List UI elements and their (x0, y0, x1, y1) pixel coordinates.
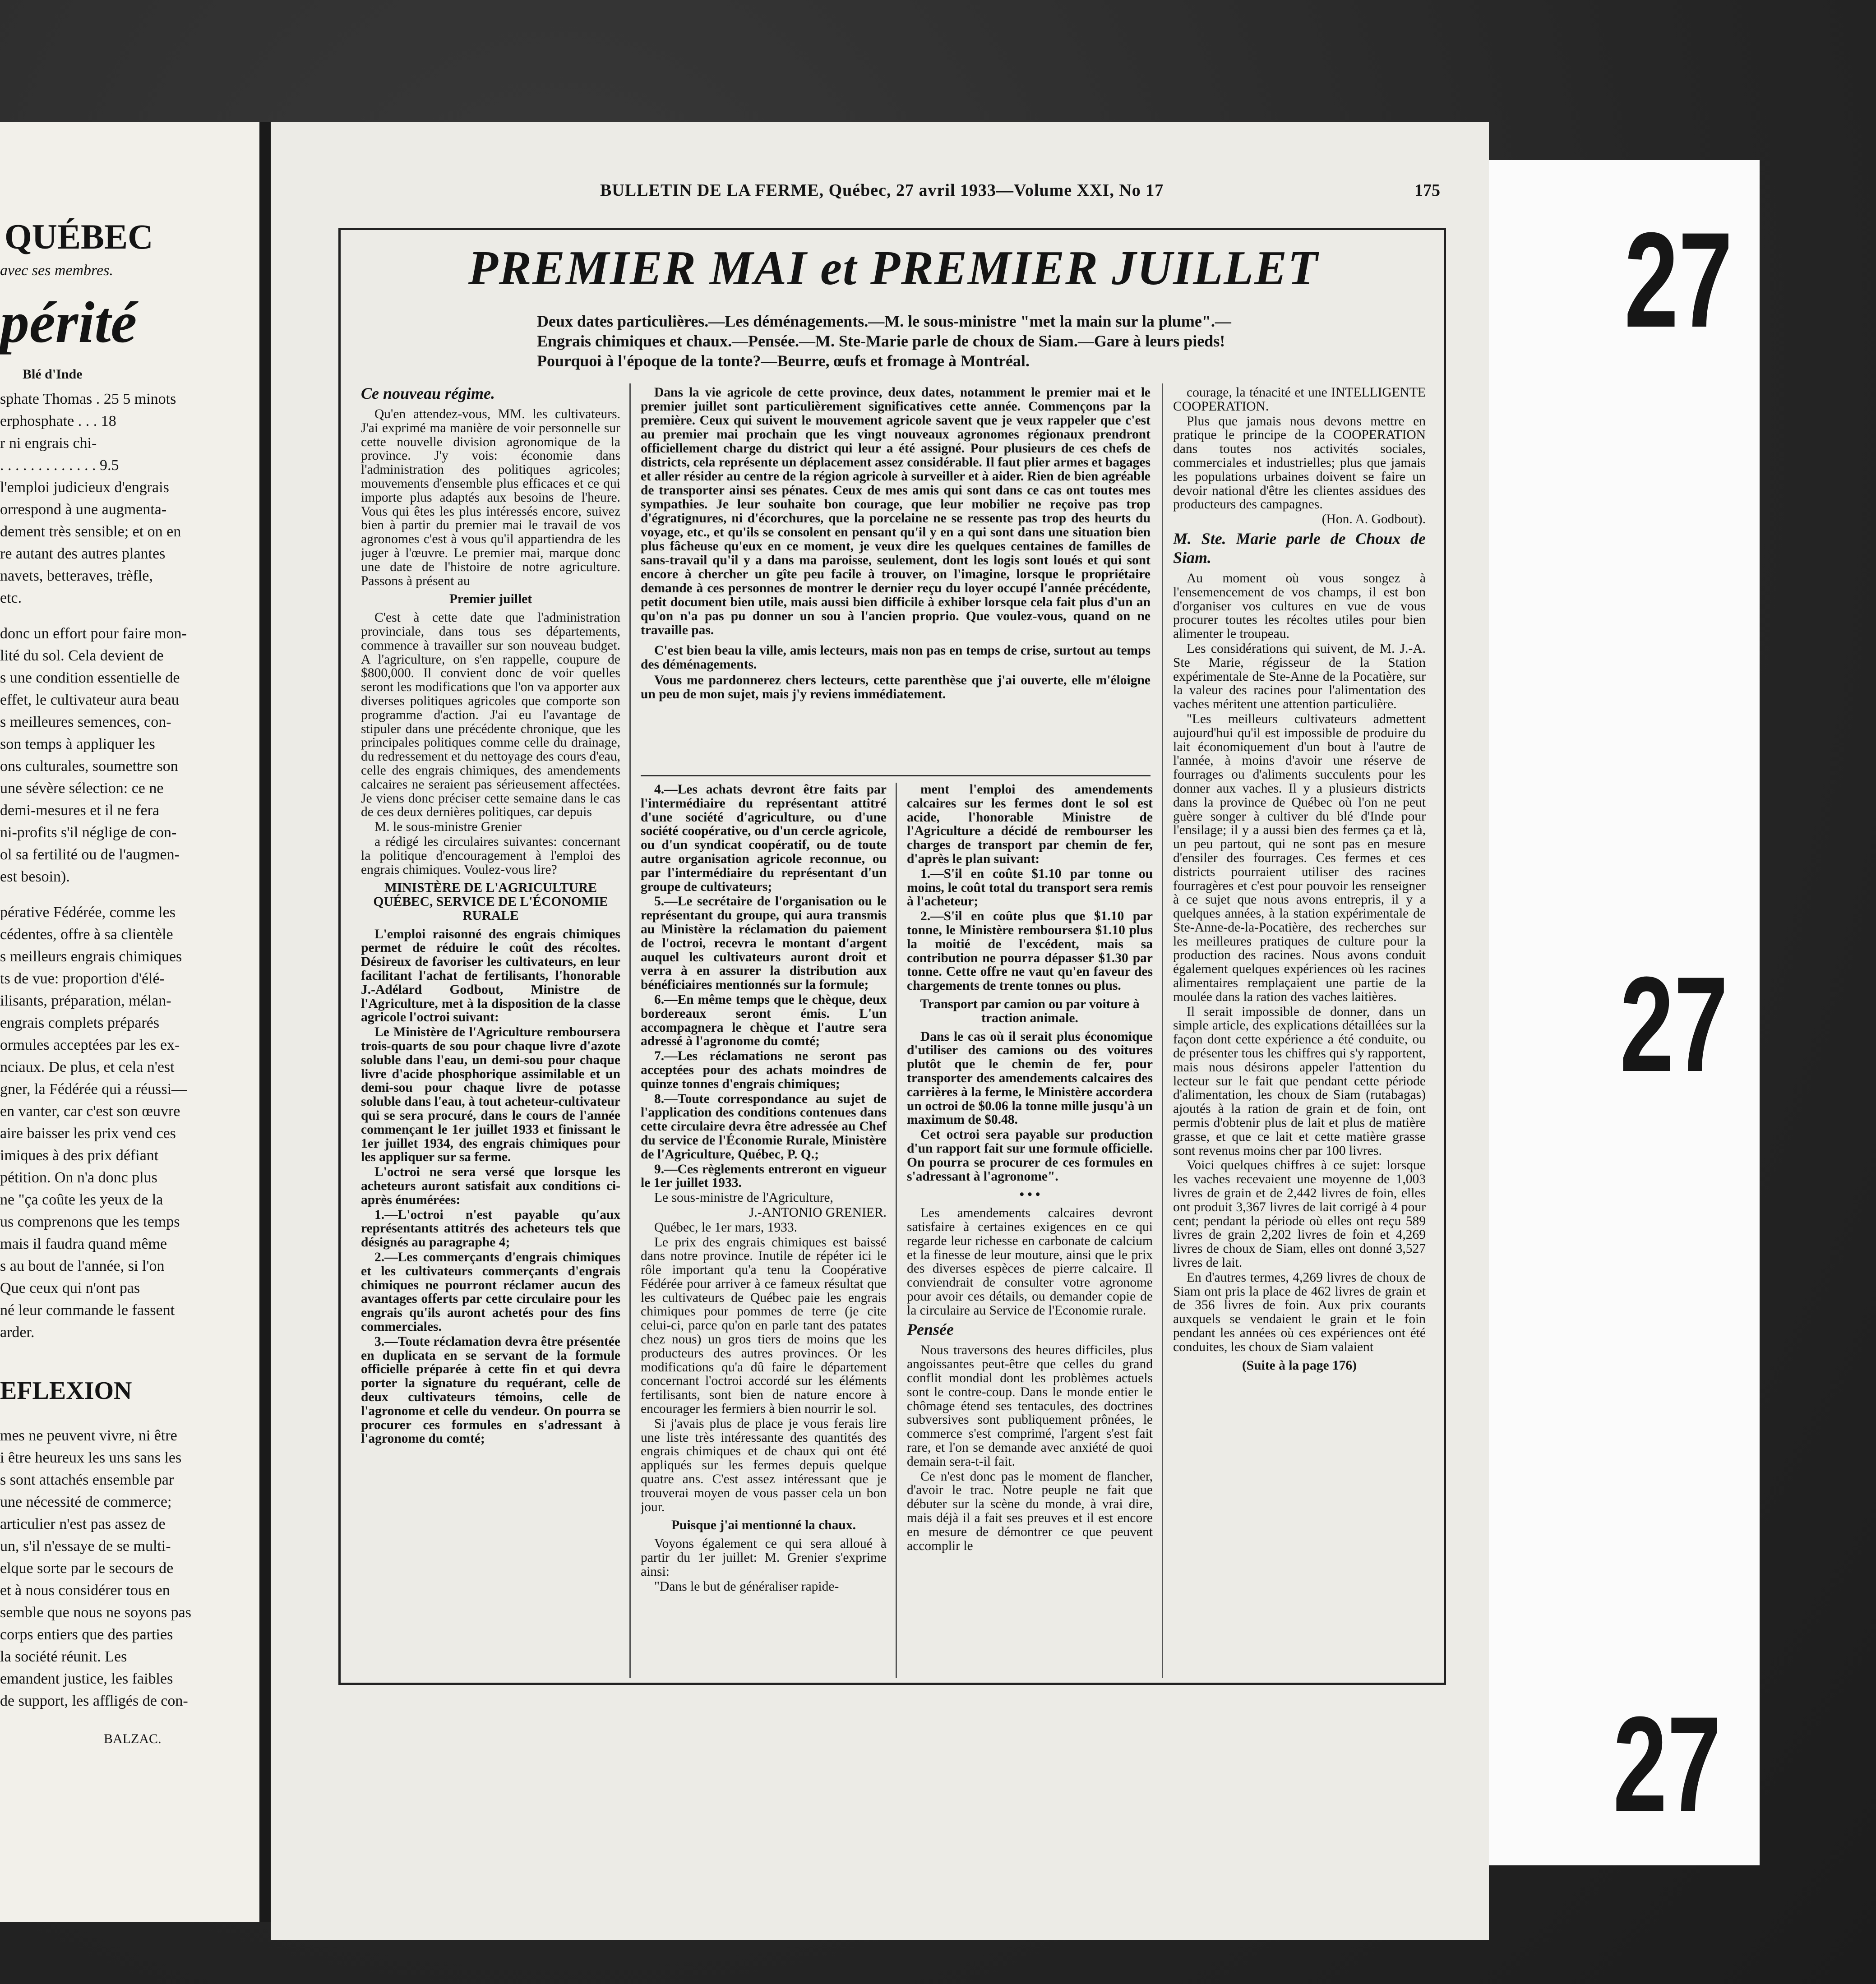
left-page-line: s meilleurs engrais chimiques (0, 948, 182, 965)
left-page-line: de support, les affligés de con- (0, 1693, 188, 1709)
left-page-line: i être heureux les uns sans les (0, 1449, 182, 1466)
paragraph: courage, la ténacité et une INTELLIGENTE COOPERATION. (1173, 386, 1426, 414)
left-page-line: arder. (0, 1324, 35, 1341)
left-page-line: en vanter, car c'est son œuvre (0, 1103, 180, 1120)
subheading: Premier juillet (449, 592, 532, 607)
paragraph: Le prix des engrais chimiques est baissé dans notre province. Inutile de répéter ici le rôle important qu'a tenu la Coopérative Fédérée pour arriver à ce fameux résultat que les cultivateurs de Québec paie les engrais chimiques pour pommes de terre (je cite celui-ci, parce qu'on en parle tant des patates chez nous) un gros tiers de moins que les producteurs des autres provinces. Or les modifications qu'a dû faire le département concernant l'octroi accordé sur les éléments fertilisants, sont bien de nature encore à encourager les fermiers à bien nourrir le sol. (641, 1235, 887, 1416)
subheading: (Suite à la page 176) (1242, 1358, 1357, 1373)
left-page-line: l'emploi judicieux d'engrais (0, 479, 169, 496)
left-page-line: orrespond à une augmenta- (0, 501, 167, 518)
paragraph: En d'autres termes, 4,269 livres de choux de Siam ont pris la place de 462 livres de grain et de 356 livres de foin. Aux prix courants auxquels se vendaient le grain et le foin pendant les années où ces expériences ont été conduites, les choux de Siam valaient (1173, 1270, 1426, 1354)
column-2 (641, 783, 887, 1680)
bold-paragraph: 3.—Toute réclamation devra être présentée en duplicata en se servant de la formule officielle préparée à cette fin et qui devra porter la signature du requérant, celle de deux cultivateurs témoins, celle de l'agronome et celle du vendeur. On pourra se procurer ces formules en s'adressant à l'agronome du comté; (361, 1334, 620, 1446)
paragraph: C'est à cette date que l'administration provinciale, dans tous ses départements, commence à travailler sur son nouveau budget. A l'agriculture, on s'en rappelle, coupure de $800,000. Il convient donc de voir quelles seront les modifications que l'on va apporter aux diverses politiques agricoles que comporte son programme d'action. J'ai eu l'avantage de stipuler dans une précédente chronique, que les principales politiques comme celle du drainage, du redressement et du nettoyage des cours d'eau, celle des engrais chimiques, des amendements calcaires ne seraient pas sérieusement affectées. Je viens donc préciser cette semaine dans le cas de ces deux dernières politiques, car depuis (361, 610, 620, 820)
paragraph: Les amendements calcaires devront satisfaire à certaines exigences en ce qui regarde leur richesse en carbonate de calcium et la finesse de leur mouture, ainsi que le prix des diverses espèces de pierre calcaire. Il conviendrait de consulter votre agronome pour avoir ces détails, ou demander copie de la circulaire au Service de l'Economie rurale. (907, 1206, 1153, 1318)
bold-paragraph: Le Ministère de l'Agriculture remboursera trois-quarts de sou pour chaque livre d'azote soluble dans l'eau, un demi-sou pour chaque livre d'acide phosphorique assimilable et un demi-sou pour chaque livre de potasse soluble dans l'eau, à tout acheteur-cultivateur qui se sera procuré, dans le cours de l'année commençant le 1er juillet 1933 et finissant le 1er juillet 1934, des engrais chimiques pour les appliquer sur sa ferme. (361, 1025, 620, 1165)
column-rule-2 (896, 783, 897, 1678)
section-heading: M. Ste. Marie parle de Choux de Siam. (1173, 529, 1426, 567)
column-rule-3 (1162, 383, 1163, 1678)
bold-paragraph: Cet octroi sera payable sur production d'un rapport fait sur une formule officielle. On pourra se procurer de ces formules en s'adressant à l'agronome". (907, 1127, 1153, 1184)
left-page-line: gner, la Fédérée qui a réussi— (0, 1081, 187, 1098)
left-page-fragment (0, 122, 259, 1922)
left-page-line: aire baisser les prix vend ces (0, 1125, 176, 1142)
column-4 (1173, 386, 1426, 1680)
paragraph: "Les meilleurs cultivateurs admettent aujourd'hui qu'il est impossible de produire du lait économiquement d'un bout à l'autre de l'année, à moins d'avoir une réserve de fourrages ou d'aliments succulents pour les donner aux vaches. Il y a plusieurs districts dans la province de Québec où l'on ne peut guère songer à cultiver du blé d'Inde pour l'ensilage; il y a aussi bien des fermes ça et là, un peu partout, qui ne sont pas en mesure d'ensiler des fourrages. Ces fermes et ces districts pourraient utiliser des racines fourragères et c'est pour pouvoir les renseigner à ce sujet que nous avons entrepris, il y a quelques années, à la station expérimentale de Ste-Anne-de-la-Pocatière, des recherches sur les meilleures pratiques de culture pour la production des racines. Nous avons conduit également quelques expériences où les racines alimentaires remplaçaient une partie de la moulée dans la ration des vaches laitières. (1173, 711, 1426, 1004)
left-page-line: mais il faudra quand même (0, 1236, 167, 1252)
bold-paragraph: Dans le cas où il serait plus économique d'utiliser des camions ou des voitures plutôt que le chemin de fer, pour transporter des amendements calcaires des carrières à la ferme, le Ministère accordera un octroi de $0.06 la tonne mille jusqu'à un maximum de $0.48. (907, 1029, 1153, 1127)
section-heading: Ce nouveau régime. (361, 384, 495, 402)
left-page-line: imiques à des prix défiant (0, 1147, 159, 1164)
left-page-line: Que ceux qui n'ont pas (0, 1280, 140, 1297)
left-page-line: s sont attachés ensemble par (0, 1472, 174, 1488)
subheading: Puisque j'ai mentionné la chaux. (671, 1518, 856, 1533)
left-page-line: effet, le cultivateur aura beau (0, 692, 179, 708)
bold-paragraph: 2.—Les commerçants d'engrais chimiques et les cultivateurs commerçants d'engrais chimiques ne pourront réclamer aucun des avantages offerts par cette circulaire pour les engrais qu'ils auront achetés pour des fins commerciales. (361, 1250, 620, 1334)
left-page-line: Blé d'Inde (23, 367, 83, 382)
paragraph: Voyons également ce qui sera alloué à partir du 1er juillet: M. Grenier s'exprime ainsi: (641, 1536, 887, 1579)
subheading: • • • (1019, 1187, 1040, 1202)
left-page-line: un, s'il n'essaye de se multi- (0, 1538, 171, 1555)
left-page-line: EFLEXION (0, 1377, 132, 1405)
intro-block (641, 386, 1151, 703)
paragraph: M. le sous-ministre Grenier (374, 820, 522, 835)
left-page-line: s une condition essentielle de (0, 669, 180, 686)
bold-paragraph: L'emploi raisonné des engrais chimiques permet de réduire le coût des récoltes. Désireux de favoriser les cultivateurs, en leur facilitant l'achat de fertilisants, l'honorable J.-Adélard Godbout, Ministre de l'Agriculture, met à la disposition de la classe agricole l'octroi suivant: (361, 927, 620, 1025)
left-page-line: semble que nous ne soyons pas (0, 1604, 192, 1621)
left-page-line: ons culturales, soumettre son (0, 758, 178, 775)
running-head: BULLETIN DE LA FERME, Québec, 27 avril 1933—Volume XXI, No 17 (600, 181, 1164, 200)
left-page-line: pétition. On n'a donc plus (0, 1169, 157, 1186)
left-page-line: s meilleures semences, con- (0, 714, 171, 730)
subheading: MINISTÈRE DE L'AGRICULTURE QUÉBEC, SERVICE DE L'ÉCONOMIE RURALE (373, 881, 608, 923)
bold-paragraph: ment l'emploi des amendements calcaires sur les fermes dont le sol est acide, l'honorable Ministre de l'Agriculture a décidé de rembourser les charges de transport par chemin de fer, d'après le plan suivant: (907, 783, 1153, 866)
left-page-line: erphosphate . . . 18 (0, 413, 116, 429)
left-page-line: une sévère sélection: ce ne (0, 780, 164, 797)
left-page-line: cédentes, offre à sa clientèle (0, 926, 173, 943)
left-page-line: la société réunit. Les (0, 1648, 127, 1665)
left-page-line: né leur commande le fassent (0, 1302, 175, 1319)
left-page-line: engrais complets préparés (0, 1015, 160, 1031)
left-page-line: demi-mesures et il ne fera (0, 802, 160, 819)
bold-paragraph: 6.—En même temps que le chèque, deux bordereaux seront émis. L'un accompagnera le chèque et l'autre sera adressé à l'agronome du comté; (641, 992, 887, 1049)
bold-paragraph: 4.—Les achats devront être faits par l'intermédiaire du représentant attitré d'une société d'agriculture, ou d'une société coopérative, ou d'un cercle agricole, ou d'un syndicat coopératif, ou de toute autre organisation agricole reconnue, ou par l'intermédiaire du représentant d'un groupe de cultivateurs; (641, 783, 887, 894)
bold-paragraph: 5.—Le secrétaire de l'organisation ou le représentant du groupe, qui aura transmis au Ministère la réclamation du paiement de l'octroi, recevra le montant d'argent auquel les cultivateurs auront droit et verra à en assurer la distribution aux bénéficiaires mentionnés sur la formule; (641, 894, 887, 992)
bold-paragraph: L'octroi ne sera versé que lorsque les acheteurs auront satisfait aux conditions ci-après énumérées: (361, 1165, 620, 1207)
bold-paragraph: 1.—L'octroi n'est payable qu'aux représentants attitrés des acheteurs tels que désignés au paragraphe 4; (361, 1207, 620, 1250)
left-page-line: ol sa fertilité ou de l'augmen- (0, 846, 180, 863)
left-page-line: re autant des autres plantes (0, 545, 166, 562)
article-subtitle: Deux dates particulières.—Les déménagements.—M. le sous-ministre "met la main sur la plume".—Engrais chimiques et chaux.—Pensée.—M. Ste-Marie parle de choux de Siam.—Gare à leurs pieds! Pourquoi à l'époque de la tonte?—Beurre, œufs et fromage à Montréal. (537, 312, 1231, 370)
left-page-line: pérative Fédérée, comme les (0, 904, 176, 921)
signature-line: J.-ANTONIO GRENIER. (749, 1205, 887, 1220)
paragraph: Les considérations qui suivent, de M. J.-A. Ste Marie, régisseur de la Station expérimentale de Ste-Anne de la Pocatière, sur la valeur des racines pour l'alimentation des vaches méritent une attention particulière. (1173, 641, 1426, 712)
paragraph: Ce n'est donc pas le moment de flancher, d'avoir le trac. Notre peuple ne fait que débuter sur la scène du monde, à vrai dire, mais déjà il a fait ses preuves et il est encore en mesure de démontrer ce que peuvent accomplir le (907, 1469, 1153, 1553)
paragraph: Le sous-ministre de l'Agriculture, (654, 1190, 833, 1205)
left-page-line: dement très sensible; et on en (0, 523, 181, 540)
left-page-line: périté (0, 290, 137, 355)
article-title: PREMIER MAI et PREMIER JUILLET (468, 241, 1319, 295)
paragraph: "Dans le but de généraliser rapide- (654, 1579, 839, 1594)
column-3 (907, 783, 1153, 1680)
left-page-line: donc un effort pour faire mon- (0, 625, 187, 642)
left-page-line: us comprenons que les temps (0, 1213, 180, 1230)
section-heading: Pensée (907, 1320, 954, 1339)
intro-paragraph: Dans la vie agricole de cette province, deux dates, notamment le premier mai et le premier juillet sont particulièrement significatives cette année. Commençons par la première. Ceux qui suivent le mouvement agricole savent que je veux rappeler que c'est au premier mai prochain que les vingt nouveaux agronomes régionaux prendront officiellement charge du district qui leur a été assigné. Pour plusieurs de ces chefs de districts, cela représente un déplacement assez considérable. Il faut plier armes et bagages et aller résider au centre de la région agricole à surveiller et à aider. Rien de bien agréable de transporter ainsi ses pénates. Ceux de mes amis qui sont dans ce cas ont toutes mes sympathies. Je leur souhaite bon courage, que leur mobilier ne reçoive pas trop d'égratignures, ni d'écorchures, que la porcelaine ne se ressente pas trop des heurts du voyage, etc., et qu'ils se consolent en pensant qu'il y en a qui sont dans une situation bien plus fâcheuse qu'eux en ce moment, je veux dire les quelques centaines de familles de sans-travail qu'il y a dans ma paroisse, seulement, dont les logis sont loués et qui sont encore à chercher un gîte peu facile à trouver, on l'imagine, lorsque le propriétaire demande à ces personnes de montrer le dernier reçu du loyer occupé l'année précédente, petit document bien utile, mais aussi bien difficile à exhiber lorsque cela fait plus d'un an qu'on n'a pas pu donner un sou à l'ancien proprio. Que voulez-vous, quand on ne travaille pas. (641, 385, 1151, 637)
left-page-line: corps entiers que des parties (0, 1626, 173, 1643)
paragraph: Il serait impossible de donner, dans un simple article, des explications détaillées sur la façon dont cette expérience a été conduite, ou de présenter tous les chiffres qui s'y rapportent, mais nous désirons appeler l'attention du lecteur sur le fait que pendant cette période d'alimentation, les choux de Siam (rutabagas) ajoutés à la ration de grain et de foin, ont permis d'obtenir plus de lait et plus de matière grasse, et que ce lait et cette matière grasse sont revenus moins cher par 100 livres. (1173, 1004, 1426, 1158)
left-page-line: une nécessité de commerce; (0, 1494, 172, 1510)
left-page-line: emandent justice, les faibles (0, 1670, 173, 1687)
left-page-line: ne "ça coûte les yeux de la (0, 1191, 163, 1208)
paragraph: Si j'avais plus de place je vous ferais lire une liste très intéressante des quantités des engrais chimiques et de chaux qui ont été appliqués sur les fermes depuis quelque quatre ans. C'est assez intéressant que je trouverai moyen de vous passer cela un bon jour. (641, 1416, 887, 1514)
left-page-line: . . . . . . . . . . . . . 9.5 (0, 457, 119, 474)
left-page-line: BALZAC. (104, 1731, 162, 1746)
left-page-line: elque sorte par le secours de (0, 1560, 174, 1577)
frame-number-bottom: 27 (1613, 1688, 1722, 1840)
left-page-line: etc. (0, 590, 22, 606)
left-page-line: navets, betteraves, trèfle, (0, 568, 153, 584)
left-page-line: QUÉBEC (5, 217, 153, 256)
left-page-line: articulier n'est pas assez de (0, 1516, 166, 1532)
paragraph: Nous traversons des heures difficiles, plus angoissantes peut-être que celles du grand conflit mondial dont les problèmes actuels sont le contre-coup. Dans le monde entier le chômage étend ses tentacules, des doctrines subversives sont publiquement prônées, le commerce s'est comprimé, l'argent s'est fait rare, et l'on se demande avec anxiété de quoi demain sera-t-il fait. (907, 1343, 1153, 1469)
left-page-line: ormules acceptées par les ex- (0, 1037, 180, 1053)
left-page-line: sphate Thomas . 25 5 minots (0, 391, 176, 407)
paragraph: Québec, le 1er mars, 1933. (654, 1220, 798, 1235)
left-page-line: ilisants, préparation, mélan- (0, 992, 171, 1009)
paragraph: Au moment où vous songez à l'ensemencement de vos champs, il est bon d'organiser vos cultures en vue de vous procurer toutes les récoltes utiles pour bien alimenter le troupeau. (1173, 571, 1426, 641)
paragraph: Qu'en attendez-vous, MM. les cultivateurs. J'ai exprimé ma manière de voir personnelle sur cette nouvelle division agronomique de la province. J'y vois: économie dans l'administration des politiques agricoles; mouvements d'ensemble plus efficaces et ce qui importe plus adaptés aux besoins de l'heure. Vous qui êtes les plus intéressés encore, suivez bien à partir du premier mai le travail de vos agronomes c'est à vous qu'il appartiendra de les juger à l'œuvre. Le premier mai, marque donc une date de l'histoire de notre agriculture. Passons à présent au (361, 407, 620, 588)
frame-number-middle: 27 (1620, 948, 1728, 1100)
column-1 (361, 381, 620, 1680)
bold-paragraph: 7.—Les réclamations ne seront pas acceptées pour des achats moindres de quinze tonnes d'engrais chimiques; (641, 1049, 887, 1091)
intro-rule (641, 775, 1151, 776)
left-page-line: r ni engrais chi- (0, 435, 97, 452)
bold-paragraph: 2.—S'il en coûte plus que $1.10 par tonne, le Ministère remboursera $1.10 plus la moitié de l'excédent, mais sa contribution ne pourra dépasser $1.30 par tonne. Cette offre ne vaut qu'en faveur des chargements de trente tonnes ou plus. (907, 909, 1153, 993)
subheading: Transport par camion ou par voiture à traction animale. (920, 997, 1140, 1025)
left-page-line: mes ne peuvent vivre, ni être (0, 1427, 177, 1444)
frame-number-top: 27 (1624, 204, 1733, 355)
paragraph: Voici quelques chiffres à ce sujet: lorsque les vaches recevaient une moyenne de 1,003 livres de grain et de 2,442 livres de foin, elles ont produit 3,367 livres de lait corrigé à 4 pour cent; pendant la période où elles ont reçu 589 livres de grain 2,202 livres de foin et 4,269 livres de choux de Siam, elles ont donné 3,527 livres de lait. (1173, 1158, 1426, 1270)
left-page-line: et à nous considérer tous en (0, 1582, 170, 1599)
bold-paragraph: 1.—S'il en coûte $1.10 par tonne ou moins, le coût total du transport sera remis à l'acheteur; (907, 866, 1153, 909)
left-page-line: ts de vue: proportion d'élé- (0, 970, 165, 987)
signature-line: (Hon. A. Godbout). (1322, 512, 1426, 527)
left-page-line: lité du sol. Cela devient de (0, 647, 164, 664)
intro-paragraph: Vous me pardonnerez chers lecteurs, cette parenthèse que j'ai ouverte, elle m'éloigne un peu de mon sujet, mais j'y reviens immédiatement. (641, 673, 1151, 701)
paragraph: Plus que jamais nous devons mettre en pratique le principe de la COOPERATION dans toutes nos activités sociales, commerciales et industrielles; plus que jamais les populations urbaines doivent se faire un devoir national d'être les clientes assidues des producteurs des campagnes. (1173, 414, 1426, 512)
left-page-line: avec ses membres. (0, 262, 113, 279)
bold-paragraph: 9.—Ces règlements entreront en vigueur le 1er juillet 1933. (641, 1162, 887, 1190)
bold-paragraph: 8.—Toute correspondance au sujet de l'application des conditions contenues dans cette circulaire devra être adressée au Chef du service de l'Économie Rurale, Ministère de l'Agriculture, Québec, P. Q.; (641, 1091, 887, 1162)
column-rule-1 (629, 383, 631, 1678)
left-page-line: son temps à appliquer les (0, 736, 155, 752)
paragraph: a rédigé les circulaires suivantes: concernant la politique d'encouragement à l'emploi des engrais chimiques. Voulez-vous lire? (361, 834, 620, 877)
page-number: 175 (1414, 181, 1440, 200)
left-page-line: nciaux. De plus, et cela n'est (0, 1059, 175, 1075)
left-page-line: s au bout de l'année, si l'on (0, 1258, 165, 1274)
intro-paragraph: C'est bien beau la ville, amis lecteurs, mais non pas en temps de crise, surtout au temps des déménagements. (641, 643, 1151, 672)
left-page-line: ni-profits s'il néglige de con- (0, 824, 177, 841)
left-page-line: est besoin). (0, 868, 70, 885)
